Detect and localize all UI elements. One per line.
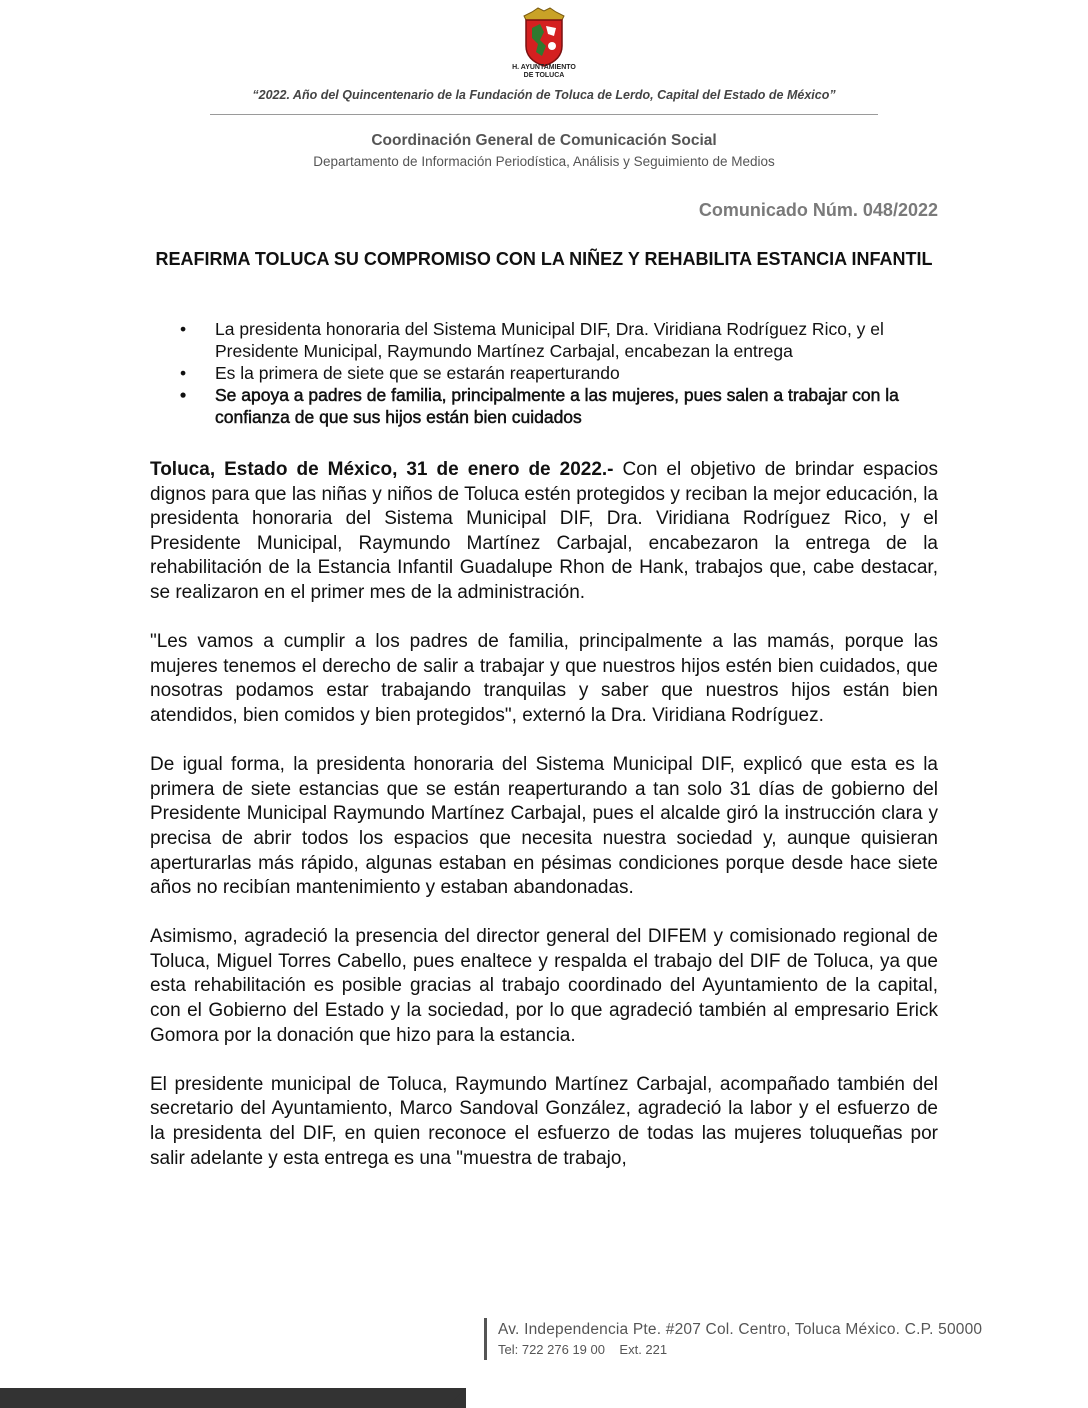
logo-caption-line1: H. AYUNTAMIENTO: [512, 64, 576, 71]
footer-band-corner: [446, 1388, 466, 1408]
bullet-text: Se apoya a padres de familia, principalmente a las mujeres, pues salen a trabajar con la confianza de que sus hijos están bien cuidados: [215, 385, 899, 427]
bullet-item: [180, 318, 940, 362]
paragraph-5: El presidente municipal de Toluca, Raymundo Martínez Carbajal, acompañado también del secretario del Ayuntamiento, Marco Sandoval González, agradeció la labor y el esfuerzo de la presidenta del DIF, en quien reconoce el esfuerzo de todas las mujeres toluqueñas por salir adelante y esta entrega es una "muestra de trabajo,: [150, 1073, 938, 1169]
bullet-item: [180, 362, 940, 384]
header-divider: [210, 114, 878, 115]
toluca-coat-of-arms-logo: [518, 6, 570, 68]
year-motto: “2022. Año del Quincentenario de la Fundación de Toluca de Lerdo, Capital del Estado de México”: [252, 88, 836, 102]
paragraph-4: Asimismo, agradeció la presencia del director general del DIFEM y comisionado regional de Toluca, Miguel Torres Cabello, pues enaltece y respalda el trabajo del DIF de Toluca, ya que esta rehabilitación es posible gracias al trabajo coordinado del Ayuntamiento de la capital, con el Gobierno del Estado y la sociedad, por lo que agradeció también al empresario Erick Gomora por la donación que hizo para la estancia.: [150, 926, 938, 1046]
footer-divider: [484, 1318, 487, 1360]
paragraph-1-text: Con el objetivo de brindar espacios dignos para que las niñas y niños de Toluca estén protegidos y reciban la mejor educación, la presidenta honoraria del Sistema Municipal DIF, Dra. Viridiana Rodríguez Rico, y el Presidente Municipal, Raymundo Martínez Carbajal, encabezaron la entrega de la rehabilitación de la Estancia Infantil Guadalupe Rhon de Hank, trabajos que, cabe destacar, se realizaron en el primer mes de la administración.: [150, 459, 938, 603]
bullet-item: [180, 384, 940, 428]
paragraph-1: [150, 458, 938, 606]
article-body: [150, 458, 938, 1196]
bullet-marker: •: [180, 385, 187, 405]
paragraph-3: De igual forma, la presidenta honoraria del Sistema Municipal DIF, explicó que esta es la primera de siete estancias que se están reaperturando a tan solo 31 días de gobierno del Presidente Municipal Raymundo Martínez Carbajal, pues el alcalde giró la instrucción clara y precisa de abrir todos los espacios que necesita nuestra sociedad y, aunque quisieran aperturarlas más rápido, algunas estaban en pésimas condiciones porque desde hace siete años no recibían mantenimiento y estaban abandonadas.: [150, 754, 938, 899]
logo-caption: [488, 64, 600, 80]
footer-band: [0, 1388, 466, 1408]
press-release-headline: REAFIRMA TOLUCA SU COMPROMISO CON LA NIÑEZ Y REHABILITA ESTANCIA INFANTIL: [155, 249, 933, 269]
bullet-text: Es la primera de siete que se estarán reaperturando: [215, 363, 620, 383]
department-title: Coordinación General de Comunicación Social: [371, 132, 717, 149]
logo-caption-line2: DE TOLUCA: [523, 72, 565, 79]
footer-phone: Tel: 722 276 19 00 Ext. 221: [498, 1342, 668, 1357]
bullet-marker: •: [180, 319, 187, 339]
paragraph-2: "Les vamos a cumplir a los padres de familia, principalmente a las mamás, porque las mujeres tenemos el derecho de salir a trabajar y que nuestros hijos estén bien cuidados, que nosotras podamos estar trabajando tranquilas y saber que nuestros hijos están bien atendidos, bien comidos y bien protegidos", externó la Dra. Viridiana Rodríguez.: [150, 631, 938, 726]
bullet-marker: •: [180, 363, 187, 383]
dateline: Toluca, Estado de México, 31 de enero de 2022.-: [150, 459, 614, 480]
comunicado-number: Comunicado Núm. 048/2022: [698, 200, 938, 220]
bullet-text: La presidenta honoraria del Sistema Municipal DIF, Dra. Viridiana Rodríguez Rico, y el Presidente Municipal, Raymundo Martínez Carbajal, encabezan la entrega: [215, 319, 884, 361]
department-subtitle: Departamento de Información Periodística, Análisis y Seguimiento de Medios: [313, 154, 775, 169]
footer-address: Av. Independencia Pte. #207 Col. Centro, Toluca México. C.P. 50000: [498, 1321, 983, 1338]
summary-bullet-list: [180, 318, 940, 428]
